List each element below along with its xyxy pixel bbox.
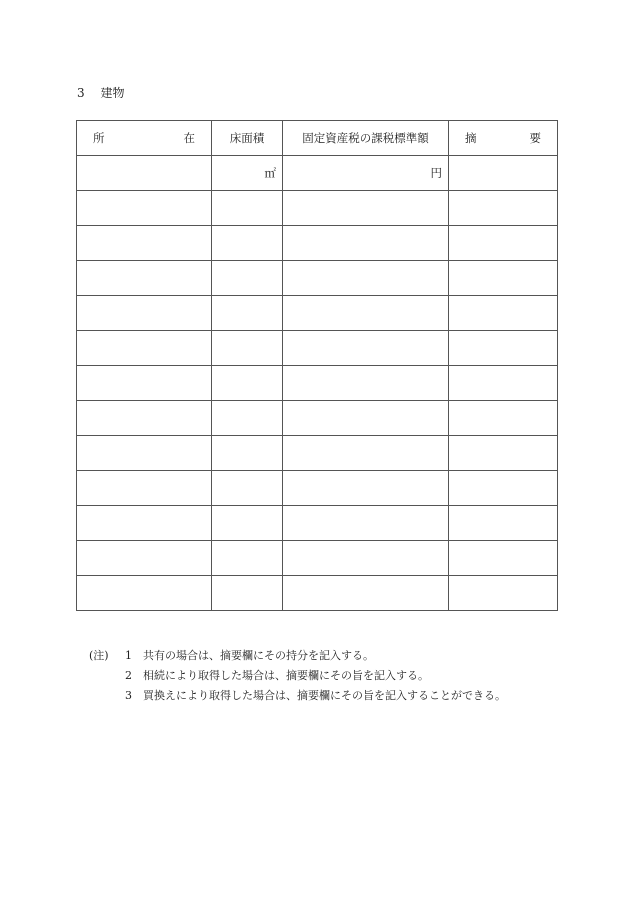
cell-floor-area[interactable] xyxy=(212,471,283,506)
note-number: 1 xyxy=(125,649,132,662)
cell-tax-value[interactable] xyxy=(283,436,449,471)
cell-floor-area[interactable] xyxy=(212,331,283,366)
cell-tax-value[interactable] xyxy=(283,156,449,191)
cell-remarks[interactable] xyxy=(449,296,558,331)
cell-tax-value[interactable] xyxy=(283,296,449,331)
table-row xyxy=(77,191,558,226)
cell-floor-area[interactable] xyxy=(212,436,283,471)
cell-tax-value[interactable] xyxy=(283,541,449,576)
cell-floor-area[interactable] xyxy=(212,366,283,401)
cell-remarks[interactable] xyxy=(449,366,558,401)
cell-location[interactable] xyxy=(77,191,212,226)
cell-location[interactable] xyxy=(77,261,212,296)
table-row xyxy=(77,576,558,611)
cell-location[interactable] xyxy=(77,401,212,436)
cell-tax-value[interactable] xyxy=(283,191,449,226)
note-text: 相続により取得した場合は、摘要欄にその旨を記入する。 xyxy=(143,669,429,682)
cell-tax-value[interactable] xyxy=(283,506,449,541)
buildings-table xyxy=(76,120,558,611)
note-item xyxy=(89,646,506,666)
note-item xyxy=(89,686,506,706)
header-remarks xyxy=(449,121,558,156)
cell-tax-value[interactable] xyxy=(283,401,449,436)
table-row xyxy=(77,366,558,401)
cell-remarks[interactable] xyxy=(449,401,558,436)
section-number: 3 xyxy=(77,86,85,100)
unit-yen: 円 xyxy=(430,166,442,180)
cell-location[interactable] xyxy=(77,331,212,366)
cell-tax-value[interactable] xyxy=(283,471,449,506)
cell-floor-area[interactable] xyxy=(212,506,283,541)
section-title: 建物 xyxy=(100,86,125,100)
cell-location[interactable] xyxy=(77,541,212,576)
header-location-right: 在 xyxy=(183,131,195,145)
header-remarks-left: 摘 xyxy=(465,131,477,145)
header-floor-area: 床面積 xyxy=(212,121,283,156)
section-heading xyxy=(77,84,124,101)
table-row xyxy=(77,331,558,366)
cell-floor-area[interactable] xyxy=(212,191,283,226)
table-row xyxy=(77,471,558,506)
note-text: 買換えにより取得した場合は、摘要欄にその旨を記入することができる。 xyxy=(143,689,506,702)
cell-remarks[interactable] xyxy=(449,191,558,226)
cell-location[interactable] xyxy=(77,366,212,401)
table-header-row xyxy=(77,121,558,156)
header-tax-value: 固定資産税の課税標準額 xyxy=(283,121,449,156)
notes xyxy=(89,646,506,706)
cell-remarks[interactable] xyxy=(449,471,558,506)
notes-prefix: (注) xyxy=(89,649,109,662)
cell-tax-value[interactable] xyxy=(283,261,449,296)
table-row xyxy=(77,261,558,296)
cell-remarks[interactable] xyxy=(449,261,558,296)
table-row xyxy=(77,296,558,331)
header-location xyxy=(77,121,212,156)
cell-floor-area[interactable] xyxy=(212,296,283,331)
cell-remarks[interactable] xyxy=(449,506,558,541)
cell-remarks[interactable] xyxy=(449,226,558,261)
header-remarks-right: 要 xyxy=(529,131,541,145)
cell-location[interactable] xyxy=(77,576,212,611)
cell-floor-area[interactable] xyxy=(212,156,283,191)
cell-floor-area[interactable] xyxy=(212,576,283,611)
note-text: 共有の場合は、摘要欄にその持分を記入する。 xyxy=(143,649,374,662)
cell-floor-area[interactable] xyxy=(212,401,283,436)
cell-remarks[interactable] xyxy=(449,541,558,576)
cell-remarks[interactable] xyxy=(449,576,558,611)
table-row xyxy=(77,436,558,471)
note-number: 3 xyxy=(125,689,132,702)
note-item xyxy=(89,666,506,686)
cell-remarks[interactable] xyxy=(449,331,558,366)
cell-location[interactable] xyxy=(77,506,212,541)
cell-location[interactable] xyxy=(77,471,212,506)
table-row xyxy=(77,156,558,191)
note-number: 2 xyxy=(125,669,132,682)
table-row xyxy=(77,401,558,436)
cell-location[interactable] xyxy=(77,436,212,471)
cell-floor-area[interactable] xyxy=(212,261,283,296)
cell-location[interactable] xyxy=(77,226,212,261)
cell-tax-value[interactable] xyxy=(283,331,449,366)
cell-tax-value[interactable] xyxy=(283,576,449,611)
unit-area: ㎡ xyxy=(264,166,276,180)
cell-floor-area[interactable] xyxy=(212,226,283,261)
header-location-left: 所 xyxy=(93,131,105,145)
table-row xyxy=(77,541,558,576)
cell-tax-value[interactable] xyxy=(283,366,449,401)
cell-remarks[interactable] xyxy=(449,436,558,471)
cell-floor-area[interactable] xyxy=(212,541,283,576)
table-row xyxy=(77,506,558,541)
cell-location[interactable] xyxy=(77,296,212,331)
table-row xyxy=(77,226,558,261)
cell-remarks[interactable] xyxy=(449,156,558,191)
cell-tax-value[interactable] xyxy=(283,226,449,261)
cell-location[interactable] xyxy=(77,156,212,191)
